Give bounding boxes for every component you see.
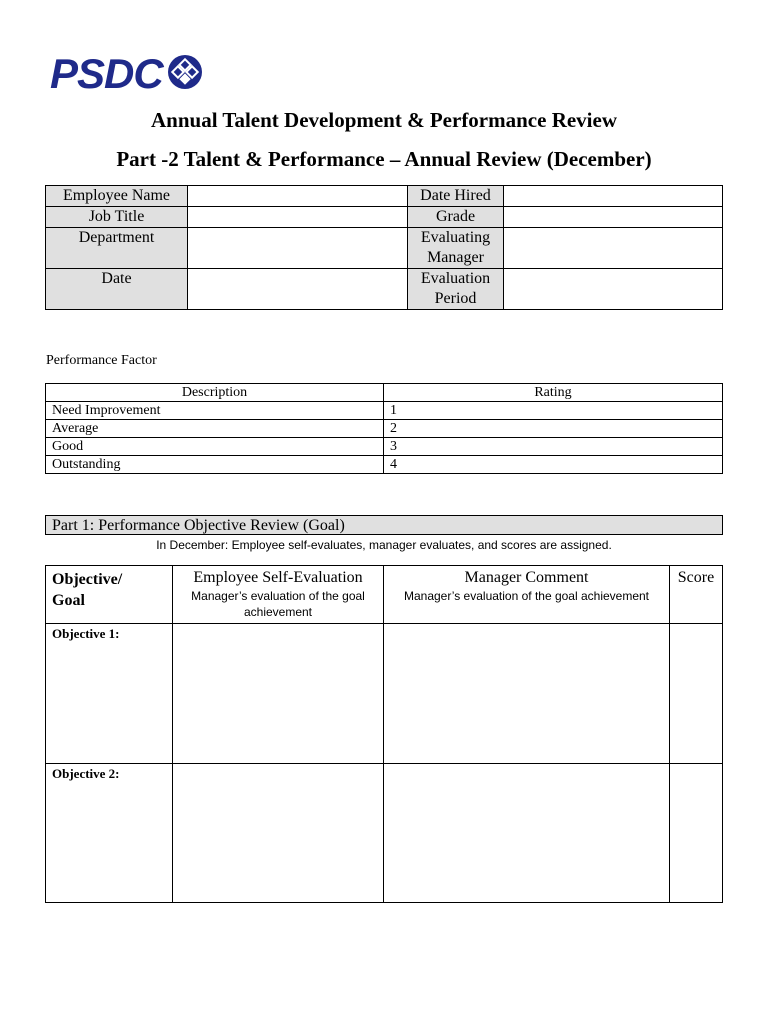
table-row [46, 764, 723, 903]
date-hired-field[interactable] [504, 186, 723, 207]
self-evaluation-title: Employee Self-Evaluation [193, 569, 363, 586]
goal-header-line2: Goal [52, 592, 85, 609]
column-header-goal [46, 566, 173, 624]
table-row [46, 207, 723, 228]
employee-name-label: Employee Name [46, 186, 188, 207]
objective-1-self-evaluation-field[interactable] [173, 624, 384, 764]
table-row [46, 420, 723, 438]
evaluation-period-label [408, 269, 504, 310]
rating-value: 3 [384, 438, 723, 456]
date-label: Date [46, 269, 188, 310]
part1-heading: Part 1: Performance Objective Review (Goal) [45, 515, 723, 535]
evaluating-manager-label [408, 228, 504, 269]
svg-text:PSDC: PSDC [50, 52, 163, 92]
page-subtitle: Part -2 Talent & Performance – Annual Review (December) [116, 147, 652, 171]
objective-1-manager-comment-field[interactable] [384, 624, 670, 764]
objective-2-self-evaluation-field[interactable] [173, 764, 384, 903]
rating-description: Average [46, 420, 384, 438]
table-row [46, 438, 723, 456]
performance-factor-table [45, 383, 723, 474]
evaluation-period-field[interactable] [504, 269, 723, 310]
rating-description: Outstanding [46, 456, 384, 474]
evaluating-manager-field[interactable] [504, 228, 723, 269]
department-label: Department [46, 228, 188, 269]
evaluating-manager-label-line2: Manager [427, 249, 484, 266]
rating-description: Need Improvement [46, 402, 384, 420]
department-field[interactable] [188, 228, 408, 269]
evaluation-period-label-line2: Period [434, 290, 477, 307]
table-header-row [46, 384, 723, 402]
table-row [46, 228, 723, 269]
rating-value: 4 [384, 456, 723, 474]
rating-value: 2 [384, 420, 723, 438]
manager-comment-subtitle: Manager’s evaluation of the goal achievement [403, 589, 650, 603]
employee-info-table [45, 185, 723, 310]
goal-header-line1: Objective/ [52, 571, 123, 588]
company-logo [48, 52, 206, 92]
table-row [46, 456, 723, 474]
rating-description: Good [46, 438, 384, 456]
grade-field[interactable] [504, 207, 723, 228]
table-row [46, 624, 723, 764]
evaluating-manager-label-line1: Evaluating [420, 229, 491, 246]
table-row [46, 269, 723, 310]
performance-factor-heading: Performance Factor [46, 353, 157, 368]
part1-note: In December: Employee self-evaluates, manager evaluates, and scores are assigned. [156, 538, 612, 552]
date-hired-label: Date Hired [408, 186, 504, 207]
job-title-label: Job Title [46, 207, 188, 228]
date-field[interactable] [188, 269, 408, 310]
rating-value: 1 [384, 402, 723, 420]
job-title-field[interactable] [188, 207, 408, 228]
evaluation-period-label-line1: Evaluation [420, 270, 491, 287]
objective-1-score-field[interactable] [670, 624, 723, 764]
column-header-description: Description [46, 384, 384, 402]
grade-label: Grade [408, 207, 504, 228]
objective-1-label: Objective 1: [46, 624, 173, 764]
column-header-manager-comment [384, 566, 670, 624]
table-row [46, 402, 723, 420]
table-row [46, 186, 723, 207]
objectives-table [45, 565, 723, 903]
column-header-score: Score [670, 566, 723, 624]
manager-comment-title: Manager Comment [464, 569, 589, 586]
table-header-row [46, 566, 723, 624]
page-title: Annual Talent Development & Performance Review [150, 108, 618, 132]
objective-2-manager-comment-field[interactable] [384, 764, 670, 903]
objective-2-label: Objective 2: [46, 764, 173, 903]
employee-name-field[interactable] [188, 186, 408, 207]
self-evaluation-subtitle: Manager’s evaluation of the goal achievement [191, 589, 365, 619]
column-header-rating: Rating [384, 384, 723, 402]
column-header-self-evaluation [173, 566, 384, 624]
objective-2-score-field[interactable] [670, 764, 723, 903]
psdc-logo-icon [48, 52, 206, 92]
